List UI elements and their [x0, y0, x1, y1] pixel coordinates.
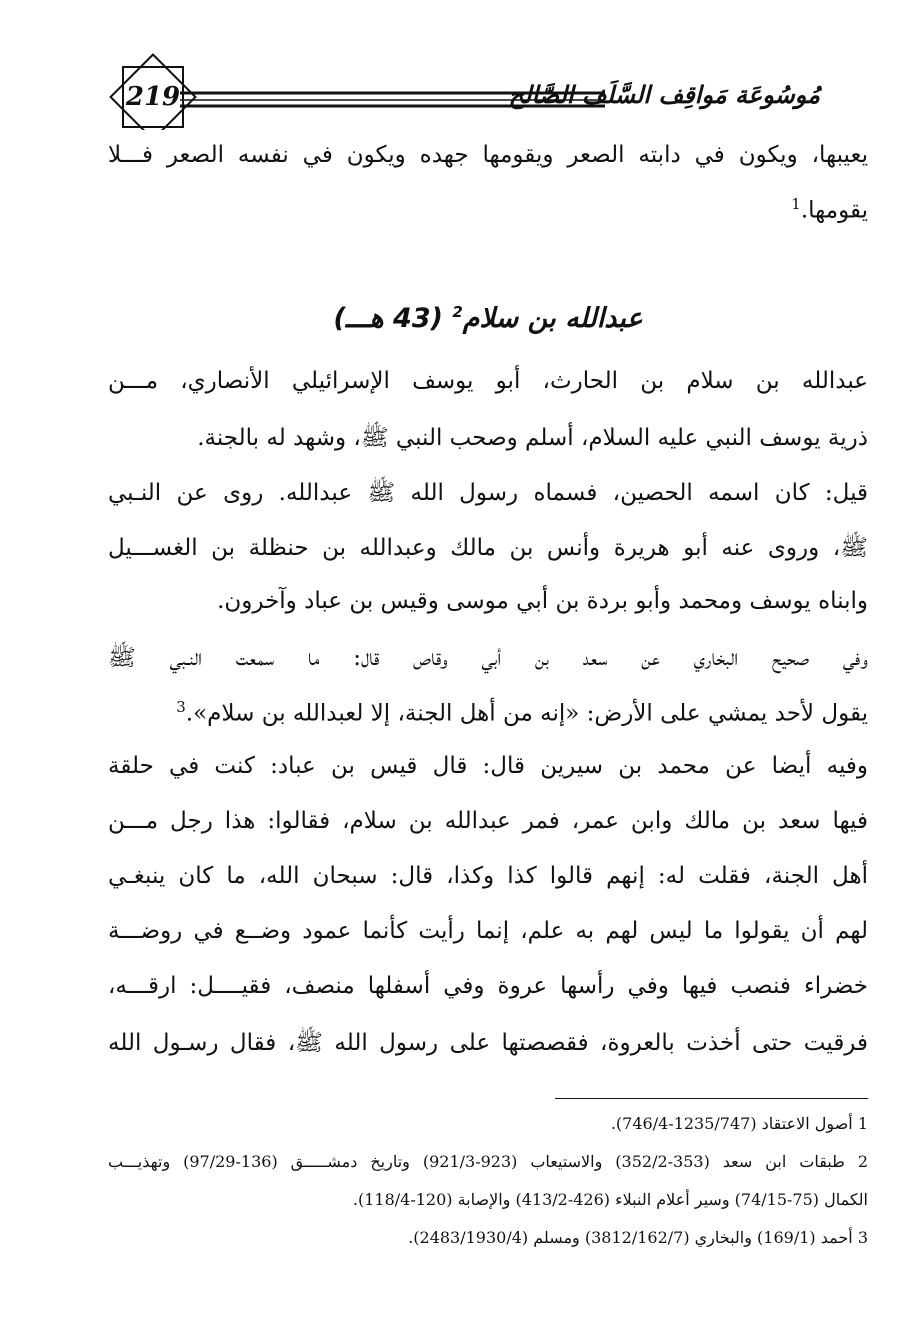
footnote: 2 طبقات ابن سعد (353-352/2) والاستيعاب (923-921/3) وتاريخ دمشـــــق (136-97/29) وتهذيـــب [108, 1152, 868, 1171]
text-line: وفي صحيح البخاري عن سعد بن أبي وقاص قال: ما سمعت النـبي ﷺ [108, 645, 868, 671]
footnote-divider [555, 1098, 868, 1099]
footnote: 1 أصول الاعتقاد (1235/747-746/4). [610, 1114, 868, 1133]
footnote-ref: 1 [791, 195, 801, 213]
section-heading [108, 303, 868, 334]
text-line: ذرية يوسف النبي عليه السلام، أسلم وصحب النبي ﷺ، وشهد له بالجنة. [197, 425, 868, 451]
footnote: الكمال (75-74/15) وسير أعلام النبلاء (426-413/2) والإصابة (120-118/4). [352, 1190, 868, 1209]
text-line: ﷺ، وروى عنه أبو هريرة وأنس بن مالك وعبدالله بن حنظلة بن الغســـيل [108, 535, 868, 561]
text-line: وفيه أيضا عن محمد بن سيرين قال: قال قيس بن عباد: كنت في حلقة [108, 753, 868, 779]
text-line: يعيبها، ويكون في دابته الصعر ويقومها جهده ويكون في نفسه الصعر فـــلا [108, 142, 868, 168]
footnote: 3 أحمد (169/1) والبخاري (3812/162/7) ومسلم (2483/1930/4). [408, 1228, 868, 1247]
heading-name: عبدالله بن سلام [462, 303, 643, 334]
footnote-ref: 3 [176, 698, 186, 716]
page-number: 219 [125, 82, 181, 112]
text-line-content: يقومها. [800, 197, 868, 224]
text-line: وابناه يوسف ومحمد وأبو بردة بن أبي موسى وقيس بن عباد وآخرون. [217, 588, 868, 614]
text-line: خضراء فنصب فيها وفي رأسها عروة وفي أسفلها منصف، فقيــــل: ارقـــه، [108, 973, 868, 999]
text-line: فيها سعد بن مالك وابن عمر، فمر عبدالله بن سلام، فقالوا: هذا رجل مـــن [108, 808, 868, 834]
text-line: فرقيت حتى أخذت بالعروة، فقصصتها على رسول الله ﷺ، فقال رسـول الله [108, 1030, 868, 1056]
heading-date: (43 هـــ) [333, 303, 443, 334]
text-line [108, 195, 868, 224]
text-line: أهل الجنة، فقلت له: إنهم قالوا كذا وكذا، قال: سبحان الله، ما كان ينبغـي [108, 863, 868, 889]
text-line: قيل: كان اسمه الحصين، فسماه رسول الله ﷺ عبدالله. روى عن النـبي [108, 480, 868, 506]
page-header [0, 0, 920, 130]
text-line: عبدالله بن سلام بن الحارث، أبو يوسف الإسرائيلي الأنصاري، مـــن [108, 368, 868, 394]
text-line-content: يقول لأحد يمشي على الأرض: «إنه من أهل الجنة، إلا لعبدالله بن سلام». [185, 700, 868, 727]
footnote-ref: 2 [452, 303, 463, 321]
book-title: مُوسُوعَة مَواقِف السَّلَف الصَّالح [508, 81, 820, 109]
text-line [108, 698, 868, 727]
text-line: لهم أن يقولوا ما ليس لهم به علم، إنما رأيت كأنما عمود وضــع في روضـــة [108, 918, 868, 944]
